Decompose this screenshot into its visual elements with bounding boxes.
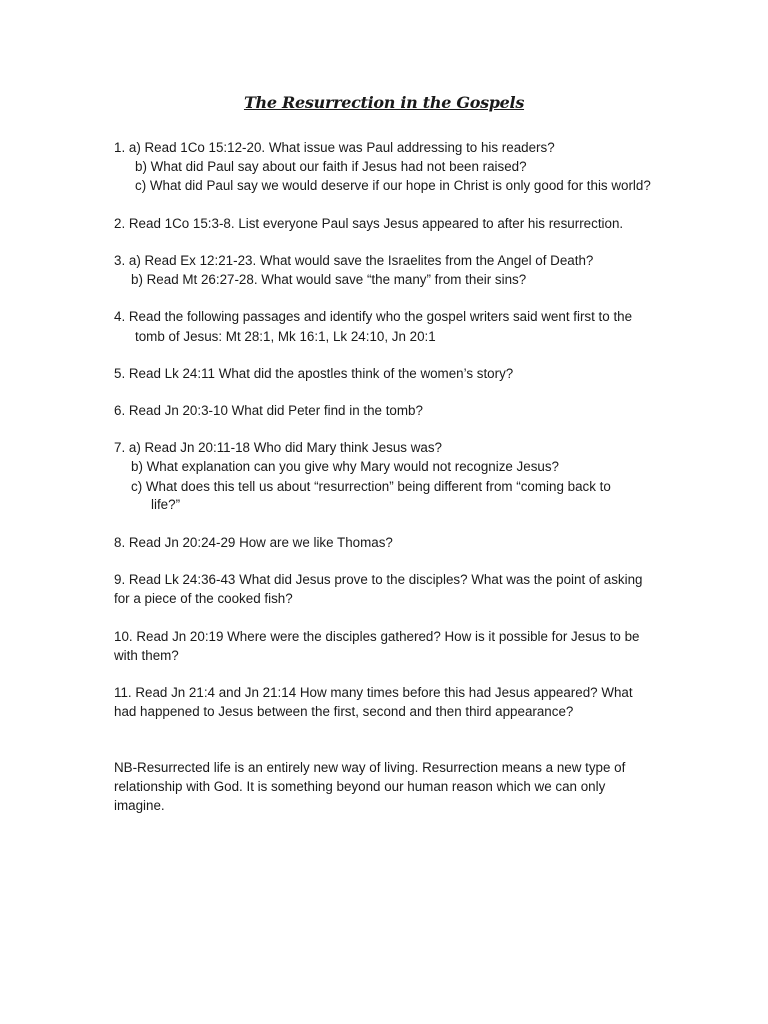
question-2: 2. Read 1Co 15:3-8. List everyone Paul says Jesus appeared to after his resurrection.: [114, 216, 624, 231]
question-7c: c) What does this tell us about “resurrection” being different from “coming back to: [131, 479, 611, 494]
question-7b: b) What explanation can you give why Mary would not recognize Jesus?: [131, 459, 559, 474]
question-11-line-2: had happened to Jesus between the first, second and then third appearance?: [114, 704, 574, 719]
question-9-line-1: 9. Read Lk 24:36-43 What did Jesus prove to the disciples? What was the point of asking: [114, 572, 643, 587]
question-7a: 7. a) Read Jn 20:11-18 Who did Mary think Jesus was?: [114, 440, 442, 455]
question-1c: c) What did Paul say we would deserve if our hope in Christ is only good for this world?: [135, 178, 651, 193]
question-5: 5. Read Lk 24:11 What did the apostles think of the women’s story?: [114, 366, 514, 381]
question-10-line-2: with them?: [114, 648, 179, 663]
question-7c-continued: life?”: [151, 497, 181, 512]
question-4-line-2: tomb of Jesus: Mt 28:1, Mk 16:1, Lk 24:10, Jn 20:1: [135, 329, 436, 344]
question-8: 8. Read Jn 20:24-29 How are we like Thomas?: [114, 535, 393, 550]
note-line-2: relationship with God. It is something beyond our human reason which we can only: [114, 779, 606, 794]
question-6: 6. Read Jn 20:3-10 What did Peter find in the tomb?: [114, 403, 423, 418]
question-11-line-1: 11. Read Jn 21:4 and Jn 21:14 How many times before this had Jesus appeared? What: [114, 685, 633, 700]
note-line-3: imagine.: [114, 798, 165, 813]
question-1a: 1. a) Read 1Co 15:12-20. What issue was Paul addressing to his readers?: [114, 140, 555, 155]
page-title: The Resurrection in the Gospels: [243, 93, 525, 112]
question-10-line-1: 10. Read Jn 20:19 Where were the disciples gathered? How is it possible for Jesus to be: [114, 629, 640, 644]
question-1b: b) What did Paul say about our faith if Jesus had not been raised?: [135, 159, 527, 174]
note-line-1: NB-Resurrected life is an entirely new way of living. Resurrection means a new type of: [114, 760, 626, 775]
question-3a: 3. a) Read Ex 12:21-23. What would save the Israelites from the Angel of Death?: [114, 253, 594, 268]
question-4-line-1: 4. Read the following passages and identify who the gospel writers said went first to the: [114, 309, 633, 324]
question-9-line-2: for a piece of the cooked fish?: [114, 591, 293, 606]
question-3b: b) Read Mt 26:27-28. What would save “the many” from their sins?: [131, 272, 527, 287]
